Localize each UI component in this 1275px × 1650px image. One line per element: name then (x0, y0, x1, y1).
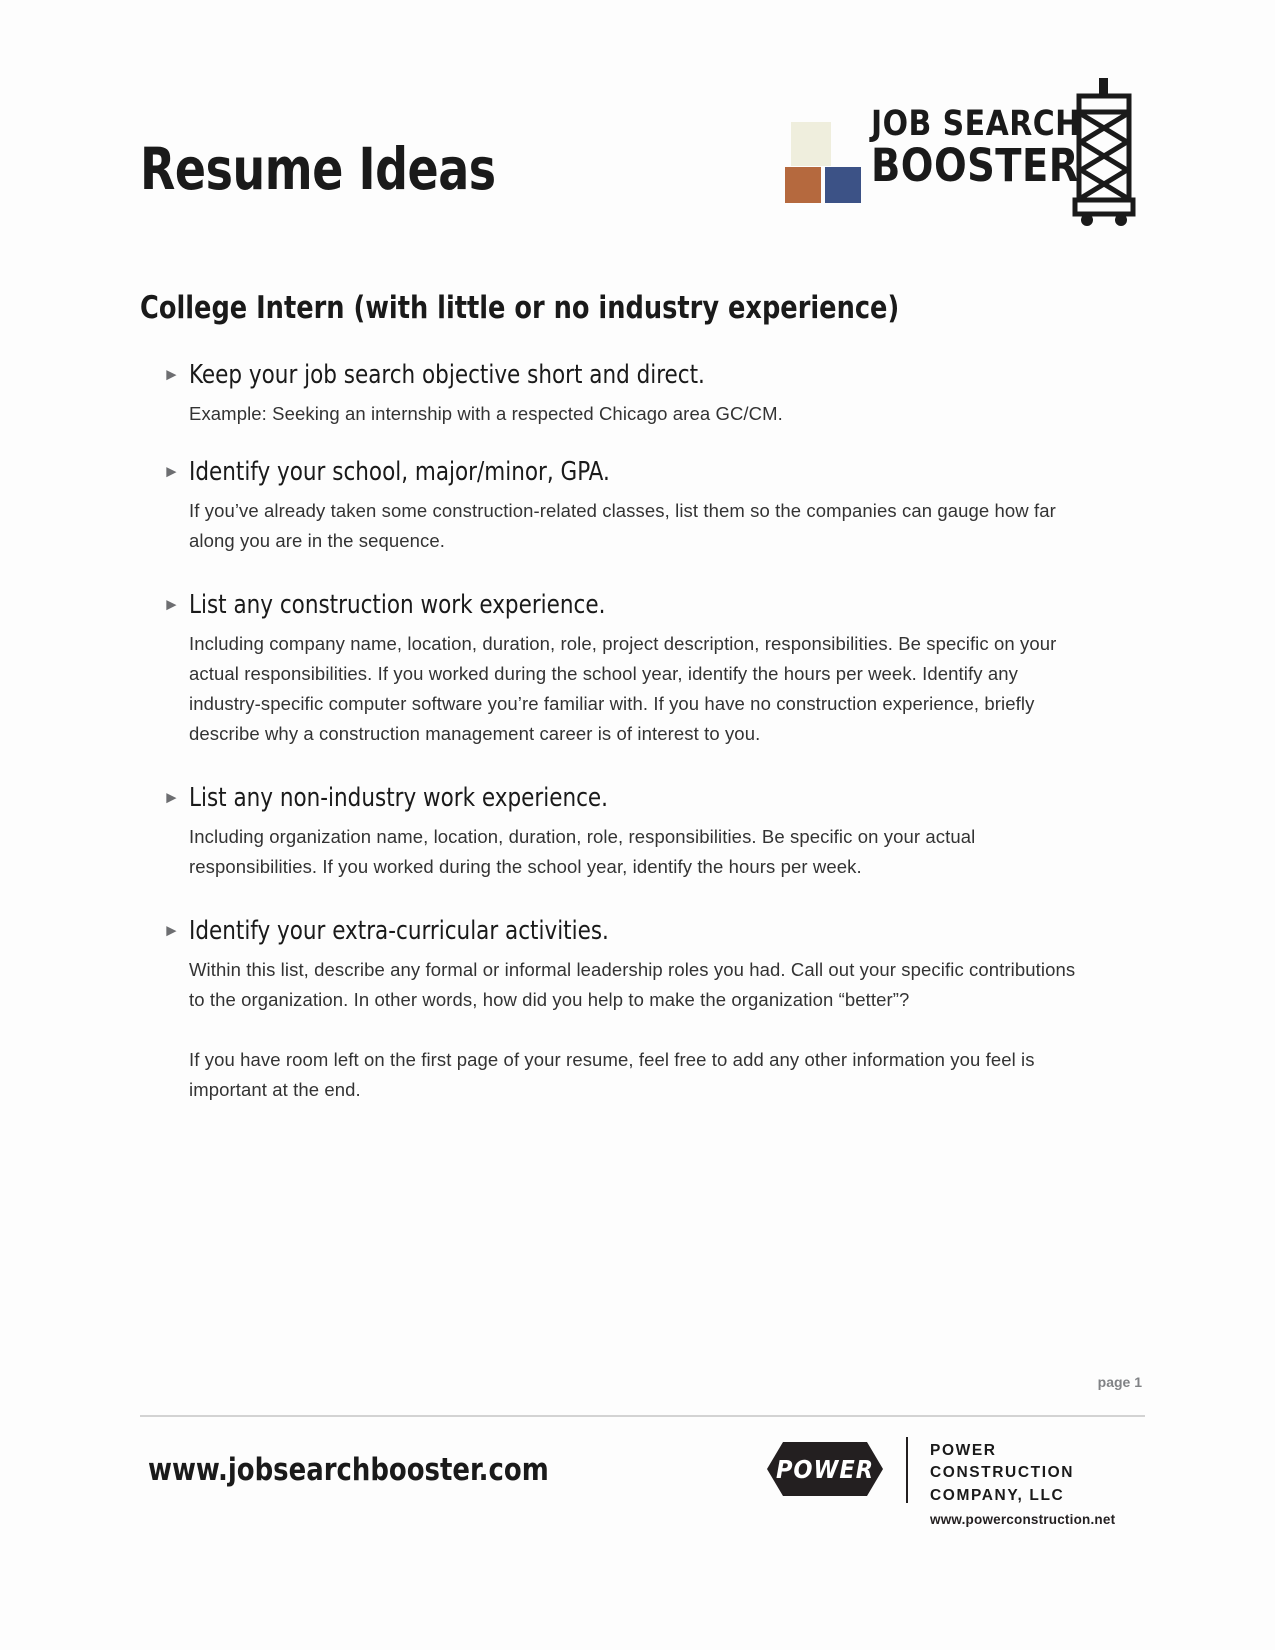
list-item (163, 590, 1083, 749)
company-line-3: COMPANY, LLC (930, 1486, 1065, 1504)
footer-site-url[interactable]: www.jobsearchbooster.com (148, 1452, 549, 1488)
list-item (163, 360, 1083, 429)
arrow-bullet-icon: ► (163, 365, 180, 384)
company-url[interactable]: www.powerconstruction.net (930, 1512, 1116, 1527)
company-line-1: POWER (930, 1442, 997, 1459)
bullet-title: Keep your job search objective short and direct. (189, 360, 705, 390)
logo-line-1: JOB SEARCH (871, 104, 1081, 144)
logo-line-2: BOOSTER (871, 139, 1079, 193)
bullet-body: Including organization name, location, duration, role, responsibilities. Be specific on your actual responsibilities. If you worked during the school year, identify the hours per week. (189, 825, 976, 877)
bullet-body: Within this list, describe any formal or informal leadership roles you had. Call out your specific contributions to the organization. In other words, how did you help to make the organization “better”? (189, 958, 1076, 1010)
arrow-bullet-icon: ► (163, 594, 180, 614)
document-header (140, 60, 1145, 250)
section-heading: College Intern (with little or no industry experience) (140, 290, 900, 326)
list-item (163, 457, 1083, 556)
job-search-booster-logo (785, 60, 1145, 230)
footer-vertical-divider (906, 1437, 908, 1503)
bullet-title: Identify your extra-curricular activities. (189, 915, 609, 946)
power-wordmark: POWER (775, 1454, 875, 1484)
page-number: page 1 (1097, 1374, 1142, 1390)
page-title: Resume Ideas (140, 135, 496, 203)
logo-squares-icon (785, 122, 863, 196)
scissor-lift-icon (1065, 76, 1143, 231)
bullet-body: Including company name, location, duration, role, project description, responsibilities. Be specific on your actual responsibilities. If you worked during the school year, identify the hours per week. Identify any industry-specific computer software you’re familiar with. If you have no construction experience, briefly describe why a construction management career is of interest to you. (189, 632, 1057, 744)
bullet-body-secondary: If you have room left on the first page of your resume, feel free to add any other information you feel is important at the end. (189, 1048, 1035, 1100)
logo-wordmark (871, 104, 1092, 193)
bullet-body: If you’ve already taken some construction-related classes, list them so the companies can gauge how far along you are in the sequence. (189, 499, 1056, 551)
bullet-list (163, 360, 1083, 1133)
footer-divider-rule (140, 1415, 1145, 1417)
logo-square-rust (785, 167, 821, 203)
bullet-title: List any construction work experience. (189, 589, 606, 620)
arrow-bullet-icon: ► (163, 461, 180, 481)
bullet-body: Example: Seeking an internship with a respected Chicago area GC/CM. (189, 403, 783, 424)
logo-square-cream (791, 122, 831, 166)
list-item (163, 783, 1083, 882)
arrow-bullet-icon: ► (163, 787, 180, 807)
logo-square-navy (825, 167, 861, 203)
bullet-title: Identify your school, major/minor, GPA. (189, 456, 610, 487)
bullet-title: List any non-industry work experience. (189, 782, 609, 813)
arrow-bullet-icon: ► (163, 920, 180, 940)
list-item (163, 916, 1083, 1105)
company-name-block (930, 1440, 1074, 1507)
power-construction-logo (765, 1440, 885, 1498)
company-line-2: CONSTRUCTION (930, 1464, 1075, 1482)
